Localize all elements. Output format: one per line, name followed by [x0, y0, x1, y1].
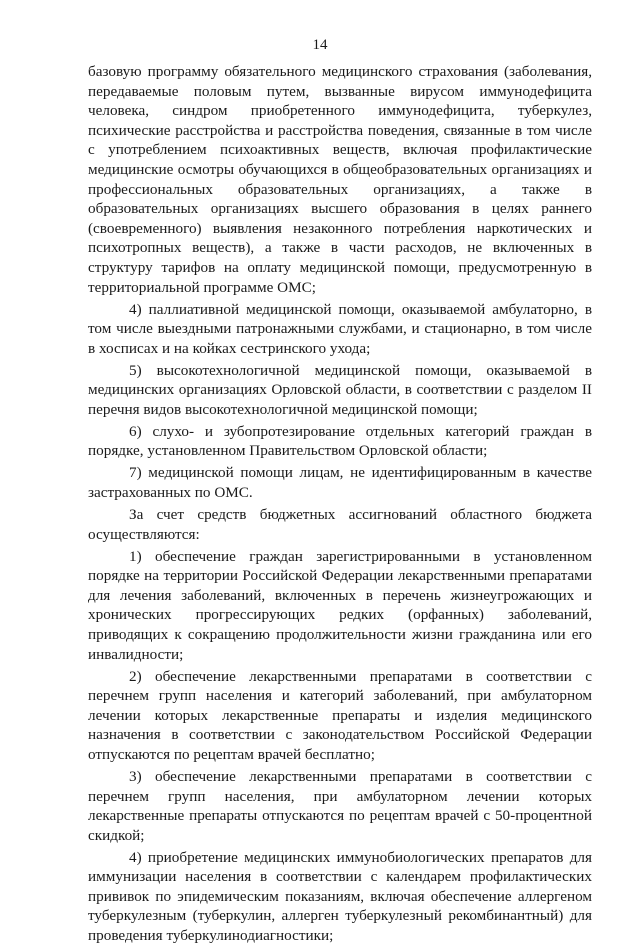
page-number: 14: [312, 37, 328, 53]
paragraph-budget-item-3: 3) обеспечение лекарственными препаратами в соответствии с перечнем групп населения, при амбулаторном лечении которых лекарственные препараты отпускаются по рецептам врачей с 50-процентной скидкой;: [88, 767, 592, 844]
paragraph-budget-item-4: 4) приобретение медицинских иммунобиологических препаратов для иммунизации населения в соответствии с календарем профилактических прививок по эпидемическим показаниям, включая обеспечение аллергеном туберкулезным (туберкулин, аллерген туберкулезный рекомбинантный) для проведения туберкулинодиагностики;: [88, 848, 592, 945]
paragraph-budget-intro: За счет средств бюджетных ассигнований областного бюджета осуществляются:: [88, 506, 592, 543]
paragraph-item-6-prosthetics: 6) слухо- и зубопротезирование отдельных категорий граждан в порядке, установленном Правительством Орловской области;: [88, 422, 592, 460]
paragraph-item-4-palliative: 4) паллиативной медицинской помощи, оказываемой амбулаторно, в том числе выездными патронажными службами, и стационарно, в том числе в хосписах и на койках сестринского ухода;: [88, 300, 592, 357]
paragraph-item-5-high-tech: 5) высокотехнологичной медицинской помощи, оказываемой в медицинских организациях Орловской области, в соответствии с разделом II перечня видов высокотехнологичной медицинской помощи;: [88, 361, 592, 418]
document-body: [88, 62, 592, 948]
paragraph-budget-item-2: 2) обеспечение лекарственными препаратами в соответствии с перечнем групп населения и категорий заболеваний, при амбулаторном лечении которых лекарственные препараты и изделия медицинского назначения в соответствии с законодательством Российской Федерации отпускаются по рецептам врачей бесплатно;: [88, 667, 592, 763]
paragraph-continuation: базовую программу обязательного медицинского страхования (заболевания, передаваемые половым путем, вызванные вирусом иммунодефицита человека, синдром приобретенного иммунодефицита, туберкулез, психические расстройства и расстройства поведения, связанные в том числе с употреблением психоактивных веществ, включая профилактические медицинские осмотры обучающихся в общеобразовательных организациях и профессиональных образовательных организациях, а также в образовательных организациях высшего образования в целях раннего (своевременного) выявления незаконного потребления наркотических и психотропных веществ), а также в части расходов, не включенных в структуру тарифов на оплату медицинской помощи, предусмотренную в территориальной программе ОМС;: [88, 63, 592, 296]
paragraph-item-7-uninsured: 7) медицинской помощи лицам, не идентифицированным в качестве застрахованных по ОМС.: [88, 464, 592, 502]
paragraph-budget-item-1: 1) обеспечение граждан зарегистрированными в установленном порядке на территории Российской Федерации лекарственными препаратами для лечения заболеваний, включенных в перечень жизнеугрожающих и хронических прогрессирующих редких (орфанных) заболеваний, приводящих к сокращению продолжительности жизни гражданина или его инвалидности;: [88, 547, 592, 663]
